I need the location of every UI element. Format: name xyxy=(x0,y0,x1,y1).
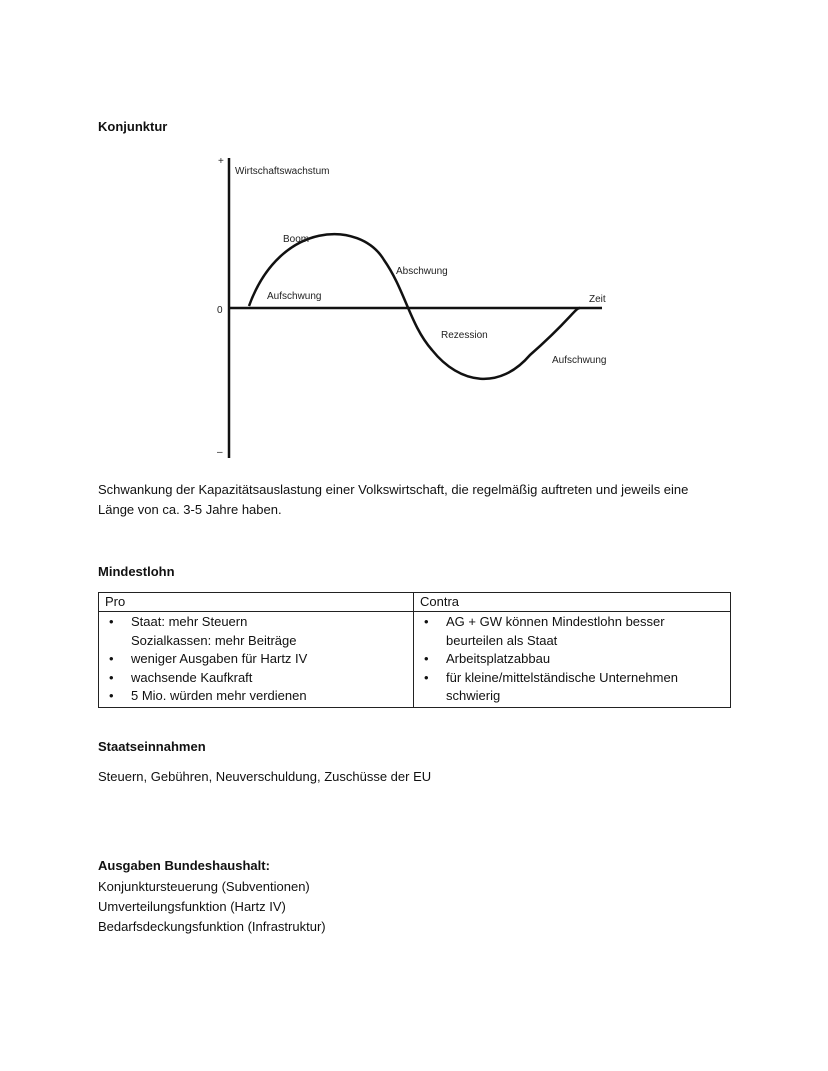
list-item xyxy=(420,613,724,650)
phase-label-boom: Boom xyxy=(283,234,310,245)
bullet-icon: • xyxy=(109,651,114,666)
list-item xyxy=(105,687,407,706)
pro-list xyxy=(105,613,407,706)
pro-header: Pro xyxy=(99,593,414,612)
konjunktur-description xyxy=(98,480,688,520)
contra-item-text: AG + GW können Mindestlohn besser xyxy=(446,614,665,629)
plus-label: + xyxy=(218,156,224,167)
zero-label: 0 xyxy=(217,305,223,316)
contra-header: Contra xyxy=(414,593,731,612)
pro-item-text: wachsende Kaufkraft xyxy=(131,669,253,685)
pro-cell xyxy=(99,612,414,708)
pro-contra-table xyxy=(98,592,731,708)
ausgaben-heading: Ausgaben Bundeshaushalt: xyxy=(98,858,270,873)
x-axis-label: Zeit xyxy=(589,294,606,305)
contra-item-text: schwierig xyxy=(446,688,501,703)
mindestlohn-heading: Mindestlohn xyxy=(98,564,175,579)
contra-item-text: für kleine/mittelständische Unternehmen xyxy=(446,669,678,685)
contra-item-text: beurteilen als Staat xyxy=(446,632,558,648)
bullet-icon: • xyxy=(424,651,429,666)
konjunktur-heading: Konjunktur xyxy=(98,119,168,134)
pro-item-text: 5 Mio. würden mehr verdienen xyxy=(131,688,307,703)
bullet-icon: • xyxy=(109,614,114,629)
bullet-icon: • xyxy=(424,614,429,629)
phase-label-abschwung: Abschwung xyxy=(396,266,448,277)
table-body-row xyxy=(99,612,731,708)
phase-label-rezession: Rezession xyxy=(441,330,488,341)
list-item xyxy=(105,613,407,650)
bullet-icon: • xyxy=(424,669,429,685)
pro-item-text: Staat: mehr Steuern xyxy=(131,614,248,629)
minus-label: – xyxy=(217,447,223,458)
bullet-icon: • xyxy=(109,669,114,685)
ausgaben-line: Konjunktursteuerung (Subventionen) xyxy=(98,879,310,894)
staatseinnahmen-heading: Staatseinnahmen xyxy=(98,739,206,754)
list-item xyxy=(105,669,407,688)
pro-item-text: weniger Ausgaben für Hartz IV xyxy=(131,651,308,666)
cycle-curve xyxy=(249,234,580,379)
konjunktur-description-line-1: Schwankung der Kapazitätsauslastung einer Volkswirtschaft, die regelmäßig auftreten und jeweils eine xyxy=(98,482,689,497)
list-item xyxy=(105,650,407,669)
ausgaben-line: Bedarfsdeckungsfunktion (Infrastruktur) xyxy=(98,919,326,934)
contra-list xyxy=(420,613,724,706)
ausgaben-line: Umverteilungsfunktion (Hartz IV) xyxy=(98,899,286,914)
table-header-row xyxy=(99,593,731,612)
phase-label-aufschwung-1: Aufschwung xyxy=(267,291,322,302)
ausgaben-list xyxy=(98,877,326,937)
pro-item-text: Sozialkassen: mehr Beiträge xyxy=(131,632,297,648)
business-cycle-diagram xyxy=(200,150,620,465)
konjunktur-description-line-2: Länge von ca. 3-5 Jahre haben. xyxy=(98,502,282,517)
list-item xyxy=(420,669,724,706)
list-item xyxy=(420,650,724,669)
bullet-icon: • xyxy=(109,688,114,703)
contra-item-text: Arbeitsplatzabbau xyxy=(446,651,551,666)
staatseinnahmen-text: Steuern, Gebühren, Neuverschuldung, Zuschüsse der EU xyxy=(98,769,432,784)
y-axis-label: Wirtschaftswachstum xyxy=(235,166,330,177)
phase-label-aufschwung-2: Aufschwung xyxy=(552,355,607,366)
contra-cell xyxy=(414,612,731,708)
